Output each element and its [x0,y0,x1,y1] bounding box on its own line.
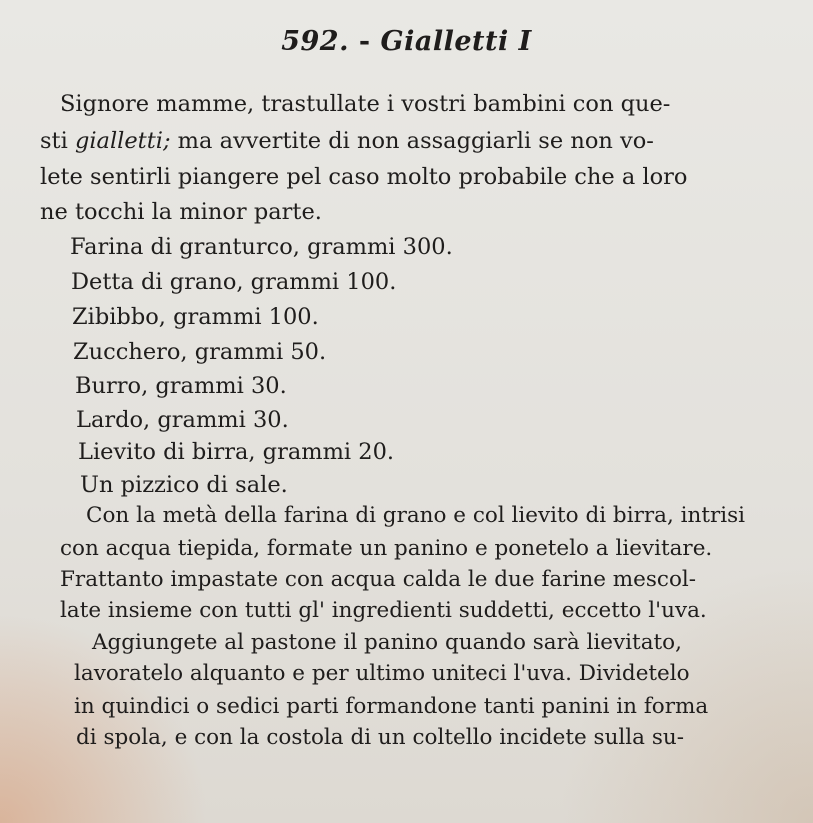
ingredient-7: Lievito di birra, grammi 20. [78,439,395,465]
ingredient-8: Un pizzico di sale. [80,472,288,498]
ingredient-4: Zucchero, grammi 50. [73,339,327,365]
recipe-name: Gialletti I [380,26,532,57]
method-line-7: in quindici o sedici parti formandone tanti panini in forma [74,694,709,719]
method-line-5: Aggiungete al pastone il panino quando sarà lievitato, [92,630,682,655]
ingredient-1: Farina di granturco, grammi 300. [70,234,453,260]
method-line-3: Frattanto impastate con acqua calda le due farine mescol- [60,567,697,592]
recipe-number: 592. [281,26,349,57]
method-line-2: con acqua tiepida, formate un panino e ponetelo a lievitare. [60,536,713,561]
intro-line-4: ne tocchi la minor parte. [40,199,322,225]
intro-line-2-end: ma avvertite di non assaggiarli se non vo- [170,128,654,154]
intro-line-2-italic: gialletti; [74,128,171,154]
title-dash: - [358,26,371,57]
ingredient-3: Zibibbo, grammi 100. [72,304,319,330]
intro-line-2-start: sti [40,128,75,154]
ingredient-5: Burro, grammi 30. [75,373,287,399]
intro-line-3: lete sentirli piangere pel caso molto probabile che a loro [40,164,688,190]
method-line-8: di spola, e con la costola di un coltello incidete sulla su- [76,725,684,750]
intro-line-2 [40,130,654,153]
ingredient-2: Detta di grano, grammi 100. [71,269,397,295]
method-line-4: late insieme con tutti gl' ingredienti suddetti, eccetto l'uva. [60,598,707,623]
intro-line-1: Signore mamme, trastullate i vostri bambini con que- [60,91,671,117]
ingredient-6: Lardo, grammi 30. [76,407,289,433]
recipe-title [0,26,813,57]
method-line-6: lavoratelo alquanto e per ultimo uniteci l'uva. Dividetelo [74,661,690,686]
method-line-1: Con la metà della farina di grano e col lievito di birra, intrisi [86,503,746,528]
